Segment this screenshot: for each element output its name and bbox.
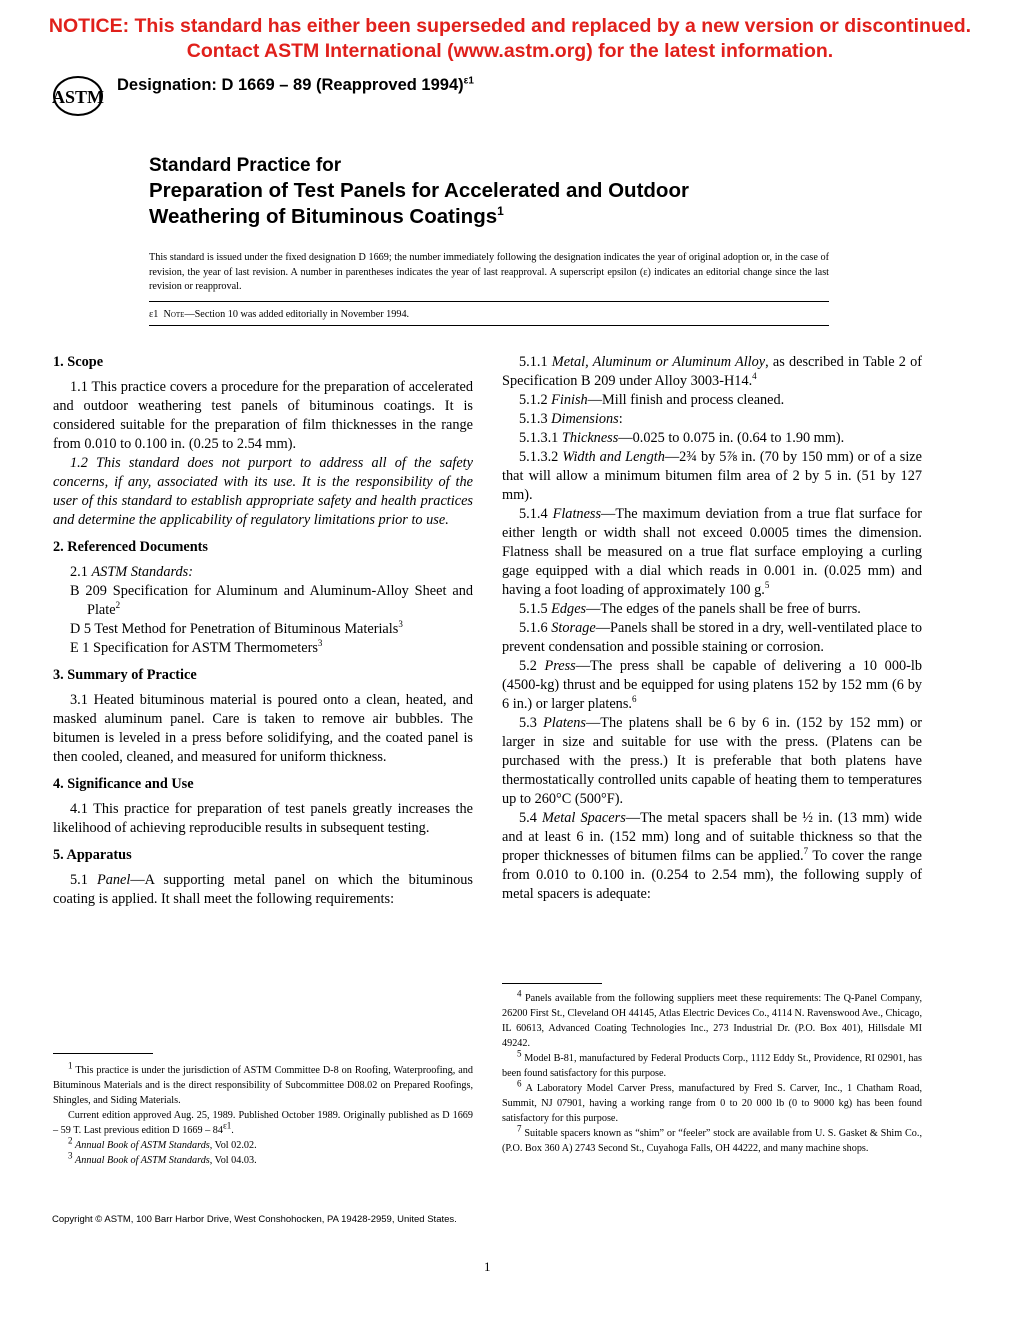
footnote-3 xyxy=(53,1150,473,1168)
footnote-1b-text: Current edition approved Aug. 25, 1989. Published October 1989. Originally published as D 1669 – 59 T. Last previous edition D 1669 – 84 xyxy=(53,1110,473,1136)
footnote-6-text: A Laboratory Model Carver Press, manufactured by Fred S. Carver, Inc., 1 Chatham Road, Summit, NJ 07901, having a working range from 0 to 20 000 lb (0 to 9000 kg) has been found satisfactory for this purpose. xyxy=(502,1083,923,1124)
para-5-1-5-text: —The edges of the panels shall be free of burrs. xyxy=(586,601,861,617)
para-5-1-3-2 xyxy=(502,448,922,505)
para-5-1-5-label: Edges xyxy=(551,601,587,617)
reference-d5-sup: 3 xyxy=(398,619,403,630)
designation xyxy=(117,76,474,95)
para-4-1: 4.1 This practice for preparation of test panels greatly increases the likelihood of achieving reproducible results in subsequent testing. xyxy=(53,801,473,836)
title-footnote-mark: 1 xyxy=(497,204,504,219)
divider-top xyxy=(149,301,829,302)
para-5-1-3-1-num: 5.1.3.1 xyxy=(519,430,559,446)
reference-d5-text: D 5 Test Method for Penetration of Bituminous Materials xyxy=(70,621,399,637)
para-5-3-num: 5.3 xyxy=(519,715,537,731)
footnote-1 xyxy=(53,1060,473,1108)
footnote-5-text: Model B-81, manufactured by Federal Products Corp., 1112 Eddy St., Providence, RI 02901, has been found satisfactory for this purpose. xyxy=(502,1053,922,1079)
epsilon-note-mark: ε1 xyxy=(149,309,159,320)
right-footnote-rule xyxy=(502,983,602,984)
para-5-1-3-num: 5.1.3 xyxy=(519,411,548,427)
designation-epsilon: ε1 xyxy=(463,75,474,87)
title-pre: Standard Practice for xyxy=(149,155,342,176)
reference-b209-sup: 2 xyxy=(115,600,121,611)
para-5-1-6 xyxy=(502,619,922,657)
para-5-1-text: —A supporting metal panel on which the bituminous coating is applied. It shall meet the following requirements: xyxy=(53,872,473,907)
para-5-1-4-sup: 5 xyxy=(764,580,770,591)
para-5-2-text: —The press shall be capable of delivering a 10 000-lb (4500-kg) thrust and be equipped for using platens 152 by 152 mm (6 by 6 in.) or larger platens. xyxy=(502,658,922,712)
reference-b209 xyxy=(70,582,473,620)
footnote-1b xyxy=(53,1108,473,1138)
left-column xyxy=(53,353,473,909)
title-line-1: Preparation of Test Panels for Accelerated and Outdoor xyxy=(149,179,689,202)
para-5-4-label: Metal Spacers xyxy=(542,810,626,826)
section-1-heading: 1. Scope xyxy=(53,354,104,370)
footnote-3-mark: 3 xyxy=(68,1150,73,1161)
para-5-3-text: —The platens shall be 6 by 6 in. (152 by 152 mm) or larger in size and suitable for use with the press. (Platens can be purchased with the press.) It is preferable that both platens have thermostatically controlled units capable of heating them to temperatures up to 260°C (500°F). xyxy=(502,715,922,807)
para-5-1-3-label: Dimensions xyxy=(551,411,619,427)
para-3-1: 3.1 Heated bituminous material is poured onto a clean, heated, and masked aluminum panel. Care is taken to remove air bubbles. The bitumen is leveled in a press before solidifying, and the coated panel is then cooled, cleaned, and measured for uniform thickness. xyxy=(53,692,473,765)
para-5-1-6-num: 5.1.6 xyxy=(519,620,548,636)
para-5-1-3-1 xyxy=(502,429,922,448)
para-5-1-3 xyxy=(502,410,922,429)
section-2-heading: 2. Referenced Documents xyxy=(53,539,208,555)
epsilon-note-text: —Section 10 was added editorially in November 1994. xyxy=(184,309,410,320)
para-5-4 xyxy=(502,809,922,904)
para-1-2-text: 1.2 This standard does not purport to address all of the safety concerns, if any, associated with its use. It is the responsibility of the user of this standard to establish appropriate safety and health practices and determine the applicability of regulatory limitations prior to use. xyxy=(53,455,473,528)
para-5-1-3-2-label: Width and Length xyxy=(562,449,665,465)
para-5-1-3-1-label: Thickness xyxy=(561,430,619,446)
para-5-1-6-label: Storage xyxy=(551,620,596,636)
para-2-1-label: ASTM Standards: xyxy=(91,564,193,580)
para-5-1-4 xyxy=(502,505,922,600)
epsilon-note-label: Note xyxy=(163,309,185,320)
para-5-3-label: Platens xyxy=(543,715,586,731)
para-5-2 xyxy=(502,657,922,714)
reference-b209-text: B 209 Specification for Aluminum and Aluminum-Alloy Sheet and Plate xyxy=(70,583,473,618)
page-number: 1 xyxy=(484,1259,491,1274)
astm-logo-text: ASTM xyxy=(52,87,104,107)
para-5-1-2-text: —Mill finish and process cleaned. xyxy=(587,392,785,408)
para-5-1-3-2-text: —2¾ by 5⅞ in. (70 by 150 mm) or of a size that will allow a minimum bitumen film area of 2 by 5 in. (51 by 127 mm). xyxy=(502,449,923,503)
para-5-4-text-a: —The metal spacers shall be ½ in. (13 mm) wide and at least 6 in. (152 mm) long and of suitable thickness so that the proper thicknesses of bitumen films can be applied. xyxy=(502,810,923,864)
para-5-4-num: 5.4 xyxy=(519,810,537,826)
reference-e1-sup: 3 xyxy=(317,638,323,649)
para-5-1-3-2-num: 5.1.3.2 xyxy=(519,449,559,465)
para-5-1-num: 5.1 xyxy=(70,872,88,888)
para-5-1-6-text: —Panels shall be stored in a dry, well-ventilated place to prevent condensation and possible staining or corrosion. xyxy=(502,620,923,655)
footnote-4-mark: 4 xyxy=(517,988,522,999)
para-5-1 xyxy=(53,871,473,909)
astm-logo-icon xyxy=(52,76,104,116)
footnote-6-mark: 6 xyxy=(517,1078,522,1089)
copyright: Copyright © ASTM, 100 Barr Harbor Drive, West Conshohocken, PA 19428-2959, United States. xyxy=(52,1214,457,1225)
supersession-notice xyxy=(0,14,1020,64)
left-footnote-rule xyxy=(53,1053,153,1054)
footnote-7 xyxy=(502,1123,922,1156)
footnote-2-text: , Vol 02.02. xyxy=(209,1140,257,1151)
para-5-1-3-text: : xyxy=(618,411,623,427)
para-5-1-2-num: 5.1.2 xyxy=(519,392,548,408)
section-5-heading: 5. Apparatus xyxy=(53,847,132,863)
footnote-7-text: Suitable spacers known as “shim” or “feeler” stock are available from U. S. Gasket & Shim Co., (P.O. Box 360 A) 2743 Second St., Cuyahoga Falls, OH 44222, and many machine shops. xyxy=(502,1128,922,1154)
footnote-5-mark: 5 xyxy=(517,1048,522,1059)
para-5-3 xyxy=(502,714,922,809)
footnote-2-italic: Annual Book of ASTM Standards xyxy=(75,1140,210,1151)
title-line-2-text: Weathering of Bituminous Coatings xyxy=(149,205,498,228)
para-5-1-1-label: Metal, Aluminum or Aluminum Alloy xyxy=(551,354,766,370)
para-5-2-sup: 6 xyxy=(631,694,637,705)
para-5-1-5-num: 5.1.5 xyxy=(519,601,548,617)
epsilon-note xyxy=(149,309,409,320)
para-5-1-1-sup: 4 xyxy=(752,371,757,382)
para-5-4-text-b: To cover the range from 0.010 to 0.100 in. (0.254 to 2.54 mm), the following supply of metal spacers is adequate: xyxy=(502,848,922,902)
para-5-1-1 xyxy=(502,353,922,391)
para-1-1: 1.1 This practice covers a procedure for the preparation of accelerated and outdoor weathering test panels of bituminous coatings. It is considered suitable for the preparation of film thicknesses in the range from 0.010 to 0.100 in. (0.25 to 2.54 mm). xyxy=(53,379,473,452)
notice-line-2: Contact ASTM International (www.astm.org) for the latest information. xyxy=(186,40,834,62)
para-5-1-4-label: Flatness xyxy=(552,506,602,522)
para-5-4-sup: 7 xyxy=(803,846,809,857)
footnote-3-text: , Vol 04.03. xyxy=(209,1155,257,1166)
notice-line-1: NOTICE: This standard has either been superseded and replaced by a new version or discontinued. xyxy=(48,15,972,37)
para-5-1-1-text: , as described in Table 2 of Specification B 209 under Alloy 3003-H14. xyxy=(502,354,923,389)
left-footnotes xyxy=(53,1060,473,1168)
para-5-1-5 xyxy=(502,600,922,619)
reference-d5 xyxy=(70,620,473,639)
reference-e1-text: E 1 Specification for ASTM Thermometers xyxy=(70,640,318,656)
section-3-heading: 3. Summary of Practice xyxy=(53,667,197,683)
footnote-7-mark: 7 xyxy=(517,1123,522,1134)
designation-text: Designation: D 1669 – 89 (Reapproved 1994) xyxy=(117,76,464,94)
para-5-2-label: Press xyxy=(544,658,576,674)
para-5-1-3-1-text: —0.025 to 0.075 in. (0.64 to 1.90 mm). xyxy=(618,430,845,446)
footnote-2-mark: 2 xyxy=(68,1135,73,1146)
para-1-2 xyxy=(53,454,473,530)
footnote-4-text: Panels available from the following suppliers meet these requirements: The Q-Panel Company, 26200 First St., Cleveland OH 44145, Atlas Electric Devices Co., 4114 N. Ravenswood Ave., Chicago, IL 60613, Advanced Coating Technologies Inc., 273 Industrial Dr. (P.O. Box 401), Hillsdale MI 49242. xyxy=(502,993,922,1049)
footnote-5 xyxy=(502,1048,922,1081)
issue-note: This standard is issued under the fixed designation D 1669; the number immediately following the designation indicates the year of original adoption or, in the case of revision, the year of last revision. A number in parentheses indicates the year of last reapproval. A superscript epsilon (ε) indicates an editorial change since the last revision or reapproval. xyxy=(149,252,829,292)
footnote-1-text: This practice is under the jurisdiction of ASTM Committee D-8 on Roofing, Waterproofing, and Bituminous Materials and is the direct responsibility of Subcommittee D08.02 on Prepared Roofings, Shingles, and Siding Materials. xyxy=(53,1065,473,1106)
section-4-heading: 4. Significance and Use xyxy=(53,776,194,792)
para-5-1-4-num: 5.1.4 xyxy=(519,506,548,522)
right-column xyxy=(502,353,922,904)
para-5-1-1-num: 5.1.1 xyxy=(519,354,548,370)
document-title xyxy=(149,154,689,230)
title-line-2 xyxy=(149,204,689,230)
para-2-1 xyxy=(53,563,473,582)
footnote-1b-end: . xyxy=(231,1125,234,1136)
para-5-2-num: 5.2 xyxy=(519,658,537,674)
footnote-1b-sup: ε1 xyxy=(222,1120,232,1131)
para-2-1-num: 2.1 xyxy=(70,564,88,580)
para-5-1-2 xyxy=(502,391,922,410)
footnote-6 xyxy=(502,1078,923,1126)
footnote-2 xyxy=(53,1135,473,1153)
divider-bottom xyxy=(149,325,829,326)
right-footnotes xyxy=(502,988,923,1156)
reference-e1 xyxy=(70,639,473,658)
footnote-4 xyxy=(502,988,922,1051)
para-5-1-4-text: —The maximum deviation from a true flat surface for either length or width shall not exceed 0.0005 times the dimension. Flatness shall be measured on a true flat surface employing a curling gage equipped with a dial which reads in 0.001 in. (0.025 mm) and having a foot loading of approximately 100 g. xyxy=(502,506,923,598)
para-5-1-label: Panel xyxy=(97,872,131,888)
footnote-1-mark: 1 xyxy=(68,1060,73,1071)
footnote-3-italic: Annual Book of ASTM Standards xyxy=(75,1155,210,1166)
para-5-1-2-label: Finish xyxy=(551,392,588,408)
